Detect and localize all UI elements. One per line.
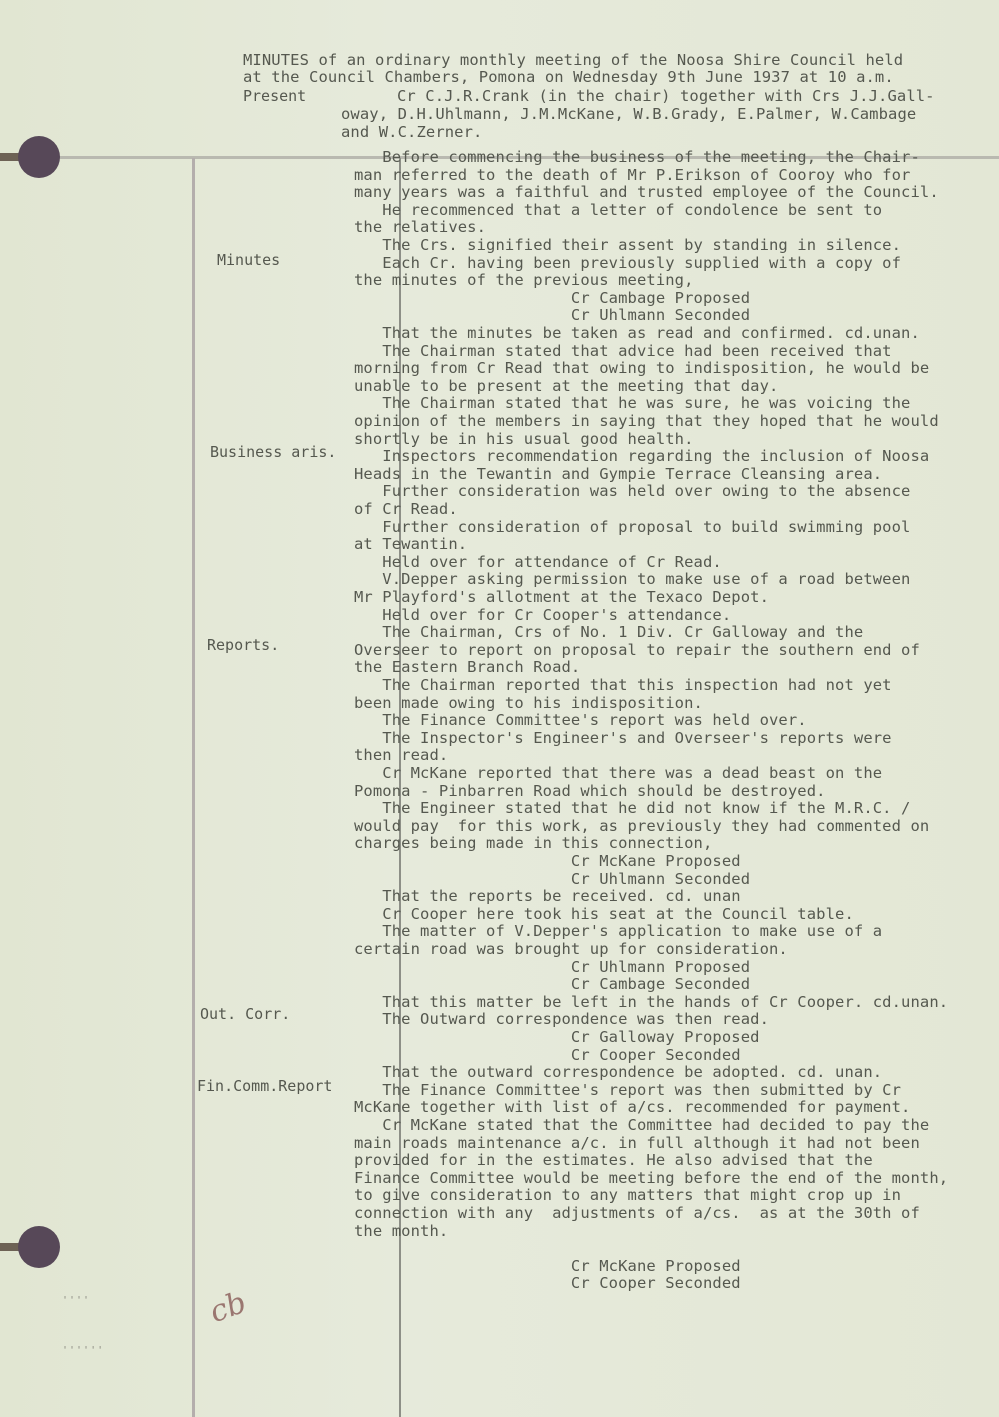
minutes-line: many years was a faithful and trusted employee of the Council. bbox=[354, 183, 939, 202]
minutes-line: Heads in the Tewantin and Gympie Terrace Cleansing area. bbox=[354, 464, 883, 483]
minutes-line: Before commencing the business of the meeting, the Chair- bbox=[354, 148, 920, 166]
minutes-line: The Finance Committee's report was held over. bbox=[354, 711, 807, 730]
minutes-line: at Tewantin. bbox=[354, 535, 468, 554]
minutes-line: Cr McKane Proposed bbox=[354, 1256, 741, 1275]
minutes-line: Cr Cooper Seconded bbox=[354, 1274, 741, 1293]
minutes-line: That the outward correspondence be adopted. cd. unan. bbox=[354, 1063, 883, 1082]
faint-mark: '''''' bbox=[62, 1345, 105, 1356]
minutes-line: Mr Playford's allotment at the Texaco Depot. bbox=[354, 588, 769, 606]
minutes-line: main roads maintenance a/c. in full although it had not been bbox=[354, 1133, 920, 1152]
punch-hole-icon bbox=[18, 1226, 60, 1268]
minutes-line: provided for in the estimates. He also advised that the bbox=[354, 1151, 873, 1170]
minutes-line: The Chairman stated that he was sure, he was voicing the bbox=[354, 394, 911, 413]
minutes-line: V.Depper asking permission to make use of a road between bbox=[354, 570, 911, 589]
minutes-line: Cr McKane reported that there was a dead beast on the bbox=[354, 764, 883, 782]
minutes-line: The Chairman, Crs of No. 1 Div. Cr Galloway and the bbox=[354, 623, 864, 642]
minutes-line: of Cr Read. bbox=[354, 500, 458, 518]
present-label: Present bbox=[243, 87, 307, 105]
minutes-line: Cr McKane Proposed bbox=[354, 852, 741, 870]
minutes-line: morning from Cr Read that owing to indisposition, he would be bbox=[354, 359, 930, 378]
present-line: Cr C.J.R.Crank (in the chair) together with Crs J.J.Gall- bbox=[397, 87, 935, 105]
header-line: MINUTES of an ordinary monthly meeting of the Noosa Shire Council held bbox=[243, 51, 904, 69]
minutes-line: That the minutes be taken as read and confirmed. cd.unan. bbox=[354, 324, 920, 342]
minutes-line: man referred to the death of Mr P.Erikson of Cooroy who for bbox=[354, 165, 911, 184]
minutes-line: Each Cr. having been previously supplied with a copy of bbox=[354, 253, 902, 272]
present-line: and W.C.Zerner. bbox=[341, 123, 483, 141]
minutes-line: the Eastern Branch Road. bbox=[354, 658, 581, 677]
minutes-line: The Outward correspondence was then read. bbox=[354, 1010, 769, 1029]
minutes-line: That this matter be left in the hands of Cr Cooper. cd.unan. bbox=[354, 992, 949, 1011]
minutes-line: been made owing to his indisposition. bbox=[354, 693, 703, 712]
minutes-line: Cr Uhlmann Seconded bbox=[354, 306, 751, 325]
minutes-line: Inspectors recommendation regarding the inclusion of Noosa bbox=[354, 447, 930, 466]
minutes-line: Further consideration of proposal to build swimming pool bbox=[354, 517, 911, 536]
minutes-line: connection with any adjustments of a/cs. as at the 30th of bbox=[354, 1204, 920, 1222]
minutes-line: charges being made in this connection, bbox=[354, 834, 713, 853]
margin-label-minutes: Minutes bbox=[217, 251, 281, 269]
header-line: at the Council Chambers, Pomona on Wednesday 9th June 1937 at 10 a.m. bbox=[243, 68, 894, 86]
minutes-line: shortly be in his usual good health. bbox=[354, 429, 694, 448]
punch-hole-icon bbox=[18, 136, 60, 178]
minutes-line: unable to be present at the meeting that day. bbox=[354, 376, 779, 395]
minutes-line: Held over for Cr Cooper's attendance. bbox=[354, 605, 732, 624]
minutes-line: Cr Cooper Seconded bbox=[354, 1045, 741, 1064]
minutes-line: Cr Uhlmann Seconded bbox=[354, 869, 751, 888]
minutes-line: the relatives. bbox=[354, 218, 487, 237]
minutes-line: The Crs. signified their assent by standing in silence. bbox=[354, 236, 902, 254]
minutes-line: Held over for attendance of Cr Read. bbox=[354, 552, 722, 571]
minutes-line: Overseer to report on proposal to repair the southern end of bbox=[354, 640, 920, 659]
minutes-line: then read. bbox=[354, 746, 449, 765]
minutes-line: The matter of V.Depper's application to make use of a bbox=[354, 922, 883, 941]
margin-label-business: Business aris. bbox=[210, 443, 337, 461]
minutes-line: the minutes of the previous meeting, bbox=[354, 271, 694, 290]
margin-label-reports: Reports. bbox=[207, 636, 280, 654]
left-margin-rule bbox=[192, 158, 195, 1417]
minutes-line: opinion of the members in saying that they hoped that he would bbox=[354, 412, 939, 430]
minutes-line: That the reports be received. cd. unan bbox=[354, 887, 741, 906]
present-line: oway, D.H.Uhlmann, J.M.McKane, W.B.Grady, E.Palmer, W.Cambage bbox=[341, 105, 917, 123]
minutes-line: The Chairman stated that advice had been received that bbox=[354, 341, 892, 360]
margin-label-fin-comm: Fin.Comm.Report bbox=[197, 1077, 333, 1095]
minutes-line: The Finance Committee's report was then submitted by Cr bbox=[354, 1080, 902, 1099]
minutes-line: Cr Cooper here took his seat at the Council table. bbox=[354, 904, 854, 923]
minutes-line: to give consideration to any matters that might crop up in bbox=[354, 1186, 902, 1205]
minutes-line: Cr Cambage Proposed bbox=[354, 288, 751, 307]
minutes-line: the month. bbox=[354, 1221, 449, 1240]
minutes-line: The Engineer stated that he did not know if the M.R.C. / bbox=[354, 799, 911, 818]
minutes-line: would pay for this work, as previously they had commented on bbox=[354, 816, 930, 835]
minutes-line: He recommenced that a letter of condolence be sent to bbox=[354, 200, 883, 219]
faint-mark: '''' bbox=[62, 1295, 91, 1306]
minutes-line: Further consideration was held over owing to the absence bbox=[354, 482, 911, 501]
minutes-line: Finance Committee would be meeting before the end of the month, bbox=[354, 1168, 949, 1187]
minutes-line: certain road was brought up for consideration. bbox=[354, 940, 788, 958]
minutes-line: McKane together with list of a/cs. recommended for payment. bbox=[354, 1098, 911, 1117]
minutes-line: The Chairman reported that this inspection had not yet bbox=[354, 676, 892, 694]
handwritten-initials: cb bbox=[205, 1284, 251, 1331]
minutes-line: Cr Uhlmann Proposed bbox=[354, 957, 751, 976]
minutes-line: Cr Galloway Proposed bbox=[354, 1028, 760, 1046]
minutes-line: Cr McKane stated that the Committee had decided to pay the bbox=[354, 1116, 930, 1134]
margin-label-out-corr: Out. Corr. bbox=[200, 1005, 291, 1023]
minutes-line: The Inspector's Engineer's and Overseer's reports were bbox=[354, 728, 892, 747]
minutes-line: Cr Cambage Seconded bbox=[354, 975, 751, 994]
minutes-line: Pomona - Pinbarren Road which should be destroyed. bbox=[354, 781, 826, 800]
